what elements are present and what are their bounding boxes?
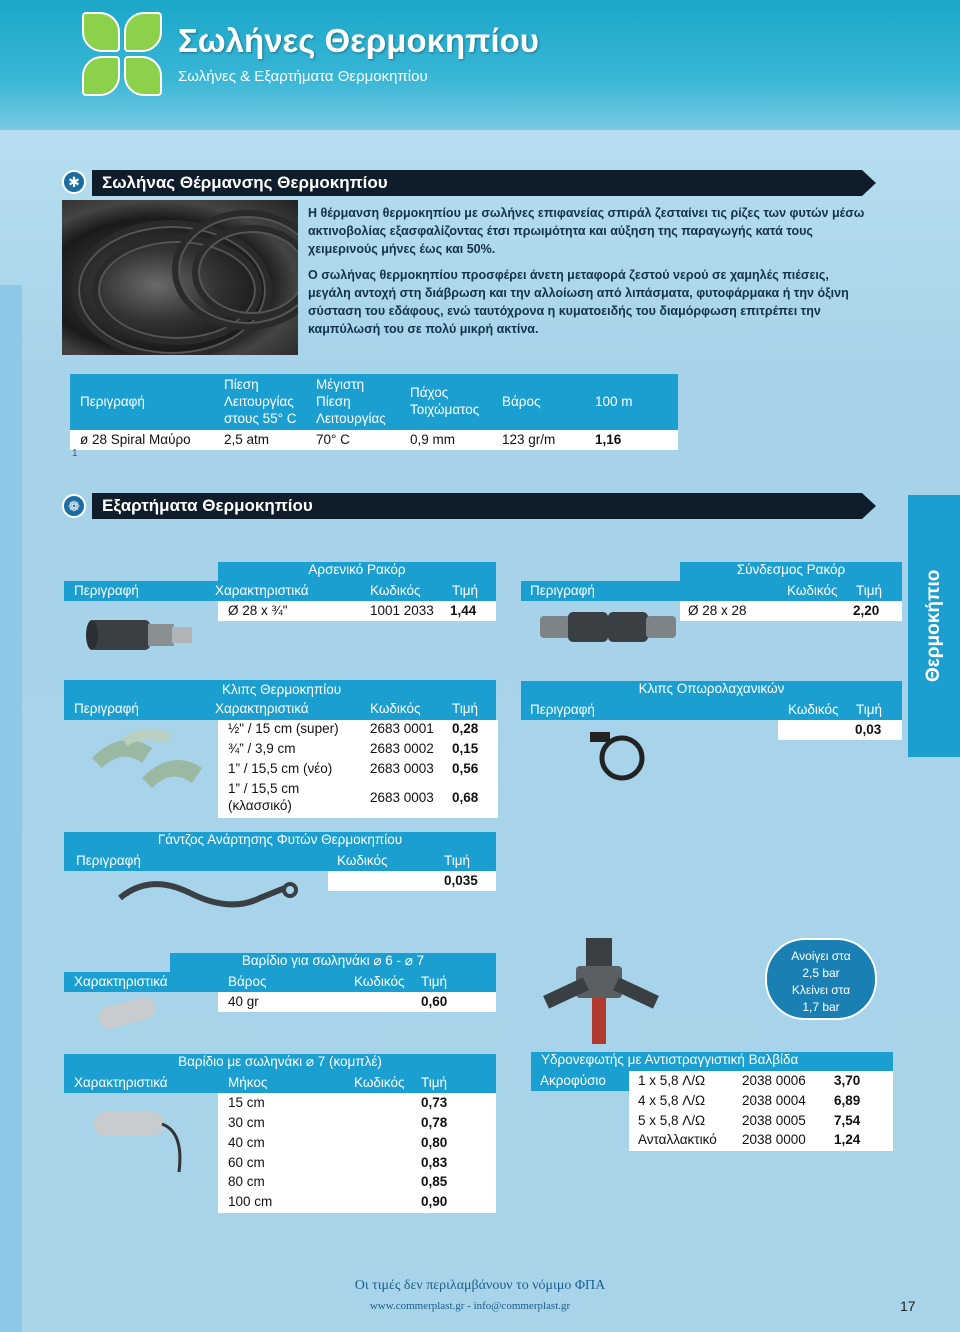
varidio2-length: 40 cm xyxy=(228,1135,265,1150)
ydronef-spec: 4 x 5,8 Λ/Ω xyxy=(638,1093,706,1108)
gantzos-h-desc: Περιγραφή xyxy=(76,853,141,868)
varidio2-h-code: Κωδικός xyxy=(354,1075,405,1090)
ydronef-caption: Υδρονεφωτής με Αντιστραγγιστική Βαλβίδα xyxy=(531,1052,893,1071)
pressure-callout xyxy=(765,938,877,1020)
gantzos-price: 0,035 xyxy=(444,873,478,888)
col-desc: Περιγραφή xyxy=(80,394,145,409)
varidio2-price: 0,78 xyxy=(421,1115,448,1130)
klips-opor-h-desc: Περιγραφή xyxy=(530,702,595,717)
varidio1-row xyxy=(218,992,496,1012)
klips-therm-price: 0,68 xyxy=(452,790,479,805)
pipe-desc: ø 28 Spiral Μαύρο xyxy=(80,432,191,447)
ydronef-price: 1,24 xyxy=(834,1132,861,1147)
syndesmos-h-price: Τιμή xyxy=(856,583,883,598)
gantzos-h-price: Τιμή xyxy=(444,853,471,868)
col-maxpressure-3: Λειτουργίας xyxy=(316,411,386,426)
varidio2-price: 0,80 xyxy=(421,1135,448,1150)
callout-line: Ανοίγει στα xyxy=(791,949,851,963)
varidio2-h-spec: Χαρακτηριστικά xyxy=(74,1075,168,1090)
klips-therm-price: 0,28 xyxy=(452,721,479,736)
klips-therm-price: 0,15 xyxy=(452,741,479,756)
arsenikos-price: 1,44 xyxy=(450,603,477,618)
syndesmos-spec: Ø 28 x 28 xyxy=(688,603,747,618)
arsenikos-spec: Ø 28 x ¾" xyxy=(228,603,288,618)
pipe-weight: 123 gr/m xyxy=(502,432,556,447)
gear-icon: ❁ xyxy=(62,494,86,518)
col-price: 100 m xyxy=(595,394,633,409)
ydronef-code: 2038 0004 xyxy=(742,1093,806,1108)
klips-therm-h-price: Τιμή xyxy=(452,701,479,716)
page-number: 17 xyxy=(900,1298,916,1314)
pipe-footnote: 1 xyxy=(72,448,78,459)
varidio1-h-spec: Χαρακτηριστικά xyxy=(74,974,168,989)
varidio2-length: 100 cm xyxy=(228,1194,273,1209)
col-weight: Βάρος xyxy=(502,394,541,409)
klips-therm-spec: ¾” / 3,9 cm xyxy=(228,741,296,756)
varidio2-length: 30 cm xyxy=(228,1115,265,1130)
varidio2-caption: Βαρίδιο με σωληνάκι ⌀ 7 (κομπλέ) xyxy=(64,1054,496,1073)
col-maxpressure-1: Μέγιστη xyxy=(316,377,365,392)
varidio1-weight: 40 gr xyxy=(228,994,259,1009)
male-fitting-image xyxy=(80,600,200,660)
col-thickness-1: Πάχος xyxy=(410,385,449,400)
arsenikos-h-code: Κωδικός xyxy=(370,583,421,598)
callout-line: Κλείνει στα xyxy=(791,983,851,997)
weight-with-tube-image xyxy=(84,1092,204,1182)
klips-therm-caption: Κλιπς Θερμοκηπίου xyxy=(222,682,342,697)
callout-line: 1,7 bar xyxy=(802,1000,840,1014)
syndesmos-price: 2,20 xyxy=(853,603,880,618)
col-thickness-2: Τοιχώματος xyxy=(410,402,480,417)
callout-line: 2,5 bar xyxy=(802,966,840,980)
pipe-pressure: 2,5 atm xyxy=(224,432,270,447)
klips-opor-row xyxy=(778,720,902,740)
syndesmos-h-code: Κωδικός xyxy=(787,583,838,598)
vegetable-clip-image xyxy=(582,720,662,790)
side-label: Θερμοκήπιο xyxy=(923,569,944,683)
page-title: Σωλήνες Θερμοκηπίου xyxy=(178,22,539,59)
klips-therm-spec: ½" / 15 cm (super) xyxy=(228,721,339,736)
ydronef-label: Ακροφύσιο xyxy=(540,1073,606,1088)
klips-therm-code: 2683 0003 xyxy=(370,790,434,805)
arsenikos-h-spec: Χαρακτηριστικά xyxy=(215,583,309,598)
klips-therm-h-code: Κωδικός xyxy=(370,701,421,716)
intro-paragraph-2: Ο σωλήνας θερμοκηπίου προσφέρει άνετη μεταφορά ζεστού νερού σε χαμηλές πιέσεις, μεγάλη αντοχή στη διάβρωση και την αλλοίωση από λιπάσματα, φυτοφάρμακα ή την όξινη σύσταση του εδάφους, ενώ ταυτόχρονα η κυματοειδής του διαμόρφωση επιτρέπει την καμπύλωσή του σε πολύ μικρή ακτίνα. xyxy=(308,268,849,336)
klips-therm-code: 2683 0002 xyxy=(370,741,434,756)
klips-opor-h-code: Κωδικός xyxy=(788,702,839,717)
varidio1-h-weight: Βάρος xyxy=(228,974,267,989)
contact-line: www.commerplast.gr - info@commerplast.gr xyxy=(369,1300,571,1312)
klips-therm-code: 2683 0001 xyxy=(370,721,434,736)
varidio1-price: 0,60 xyxy=(421,994,448,1009)
col-pressure-1: Πίεση xyxy=(224,377,259,392)
ydronef-code: 2038 0006 xyxy=(742,1073,806,1088)
klips-therm-spec-2: (κλασσικό) xyxy=(228,798,292,813)
varidio2-price: 0,83 xyxy=(421,1155,448,1170)
klips-opor-caption: Κλιπς Οπωρολαχανικών xyxy=(521,681,902,700)
col-pressure-2: Λειτουργίας xyxy=(224,394,294,409)
col-pressure-3: στους 55° C xyxy=(224,411,297,426)
varidio2-h-price: Τιμή xyxy=(421,1075,448,1090)
varidio2-price: 0,90 xyxy=(421,1194,448,1209)
varidio2-price: 0,85 xyxy=(421,1174,448,1189)
greenhouse-clips-image xyxy=(82,718,212,798)
plant-hook-image xyxy=(110,868,310,928)
klips-therm-h-desc: Περιγραφή xyxy=(74,701,139,716)
ydronef-price: 6,89 xyxy=(834,1093,861,1108)
left-strip xyxy=(0,285,22,1332)
varidio1-h-price: Τιμή xyxy=(421,974,448,989)
syndesmos-h-desc: Περιγραφή xyxy=(530,583,595,598)
ydronef-code: 2038 0000 xyxy=(742,1132,806,1147)
klips-therm-h-spec: Χαρακτηριστικά xyxy=(215,701,309,716)
ydronef-spec: 1 x 5,8 Λ/Ω xyxy=(638,1073,706,1088)
varidio2-length: 15 cm xyxy=(228,1095,265,1110)
klips-opor-price: 0,03 xyxy=(855,722,882,737)
coupling-image xyxy=(538,602,678,652)
pipe-price: 1,16 xyxy=(595,432,622,447)
section-title-heating-pipe: Σωλήνας Θέρμανσης Θερμοκηπίου xyxy=(92,170,862,196)
ydronef-spec: Ανταλλακτικό xyxy=(638,1132,717,1147)
arsenikos-code: 1001 2033 xyxy=(370,603,434,618)
varidio2-length: 80 cm xyxy=(228,1174,265,1189)
arsenikos-caption: Αρσενικό Ρακόρ xyxy=(218,562,496,581)
varidio1-h-code: Κωδικός xyxy=(354,974,405,989)
col-maxpressure-2: Πίεση xyxy=(316,394,351,409)
klips-opor-h-price: Τιμή xyxy=(856,702,883,717)
pipe-thickness: 0,9 mm xyxy=(410,432,456,447)
page-subtitle: Σωλήνες & Εξαρτήματα Θερμοκηπίου xyxy=(178,68,428,85)
ydronef-price: 3,70 xyxy=(834,1073,861,1088)
klips-therm-code: 2683 0003 xyxy=(370,761,434,776)
ydronef-code: 2038 0005 xyxy=(742,1113,806,1128)
ydronef-price: 7,54 xyxy=(834,1113,861,1128)
arsenikos-h-price: Τιμή xyxy=(452,583,479,598)
vat-note: Οι τιμές δεν περιλαμβάνουν το νόμιμο ΦΠΑ xyxy=(354,1278,606,1293)
varidio2-length: 60 cm xyxy=(228,1155,265,1170)
intro-paragraph-1: Η θέρμανση θερμοκηπίου με σωλήνες επιφανείας σπιράλ ζεσταίνει τις ρίζες των φυτών μέσω ακτινοβολίας εξασφαλίζοντας έτσι πρωιμότητα και αύξηση της παραγωγής κατά τους χειμερινούς μήνες έως και 50%. xyxy=(308,206,865,256)
ydronef-spec: 5 x 5,8 Λ/Ω xyxy=(638,1113,706,1128)
klips-therm-spec: 1” / 15,5 cm xyxy=(228,781,300,796)
varidio1-caption: Βαρίδιο για σωληνάκι ⌀ 6 - ⌀ 7 xyxy=(170,953,496,972)
syndesmos-caption: Σύνδεσμος Ρακόρ xyxy=(680,562,902,581)
gantzos-caption: Γάντζος Ανάρτησης Φυτών Θερμοκηπίου xyxy=(64,832,496,851)
section-title-accessories: Εξαρτήματα Θερμοκηπίου xyxy=(92,493,862,519)
gantzos-h-code: Κωδικός xyxy=(337,853,388,868)
klips-therm-spec: 1” / 15,5 cm (νέο) xyxy=(228,761,333,776)
varidio2-h-length: Μήκος xyxy=(228,1075,268,1090)
arsenikos-h-desc: Περιγραφή xyxy=(74,583,139,598)
klips-therm-price: 0,56 xyxy=(452,761,479,776)
weight-image xyxy=(90,990,170,1040)
pipe-coil-photo xyxy=(62,200,298,355)
mister-image xyxy=(536,938,676,1048)
varidio2-price: 0,73 xyxy=(421,1095,448,1110)
company-logo xyxy=(82,12,164,98)
pipe-maxpressure: 70° C xyxy=(316,432,350,447)
tap-icon: ✱ xyxy=(62,170,86,194)
